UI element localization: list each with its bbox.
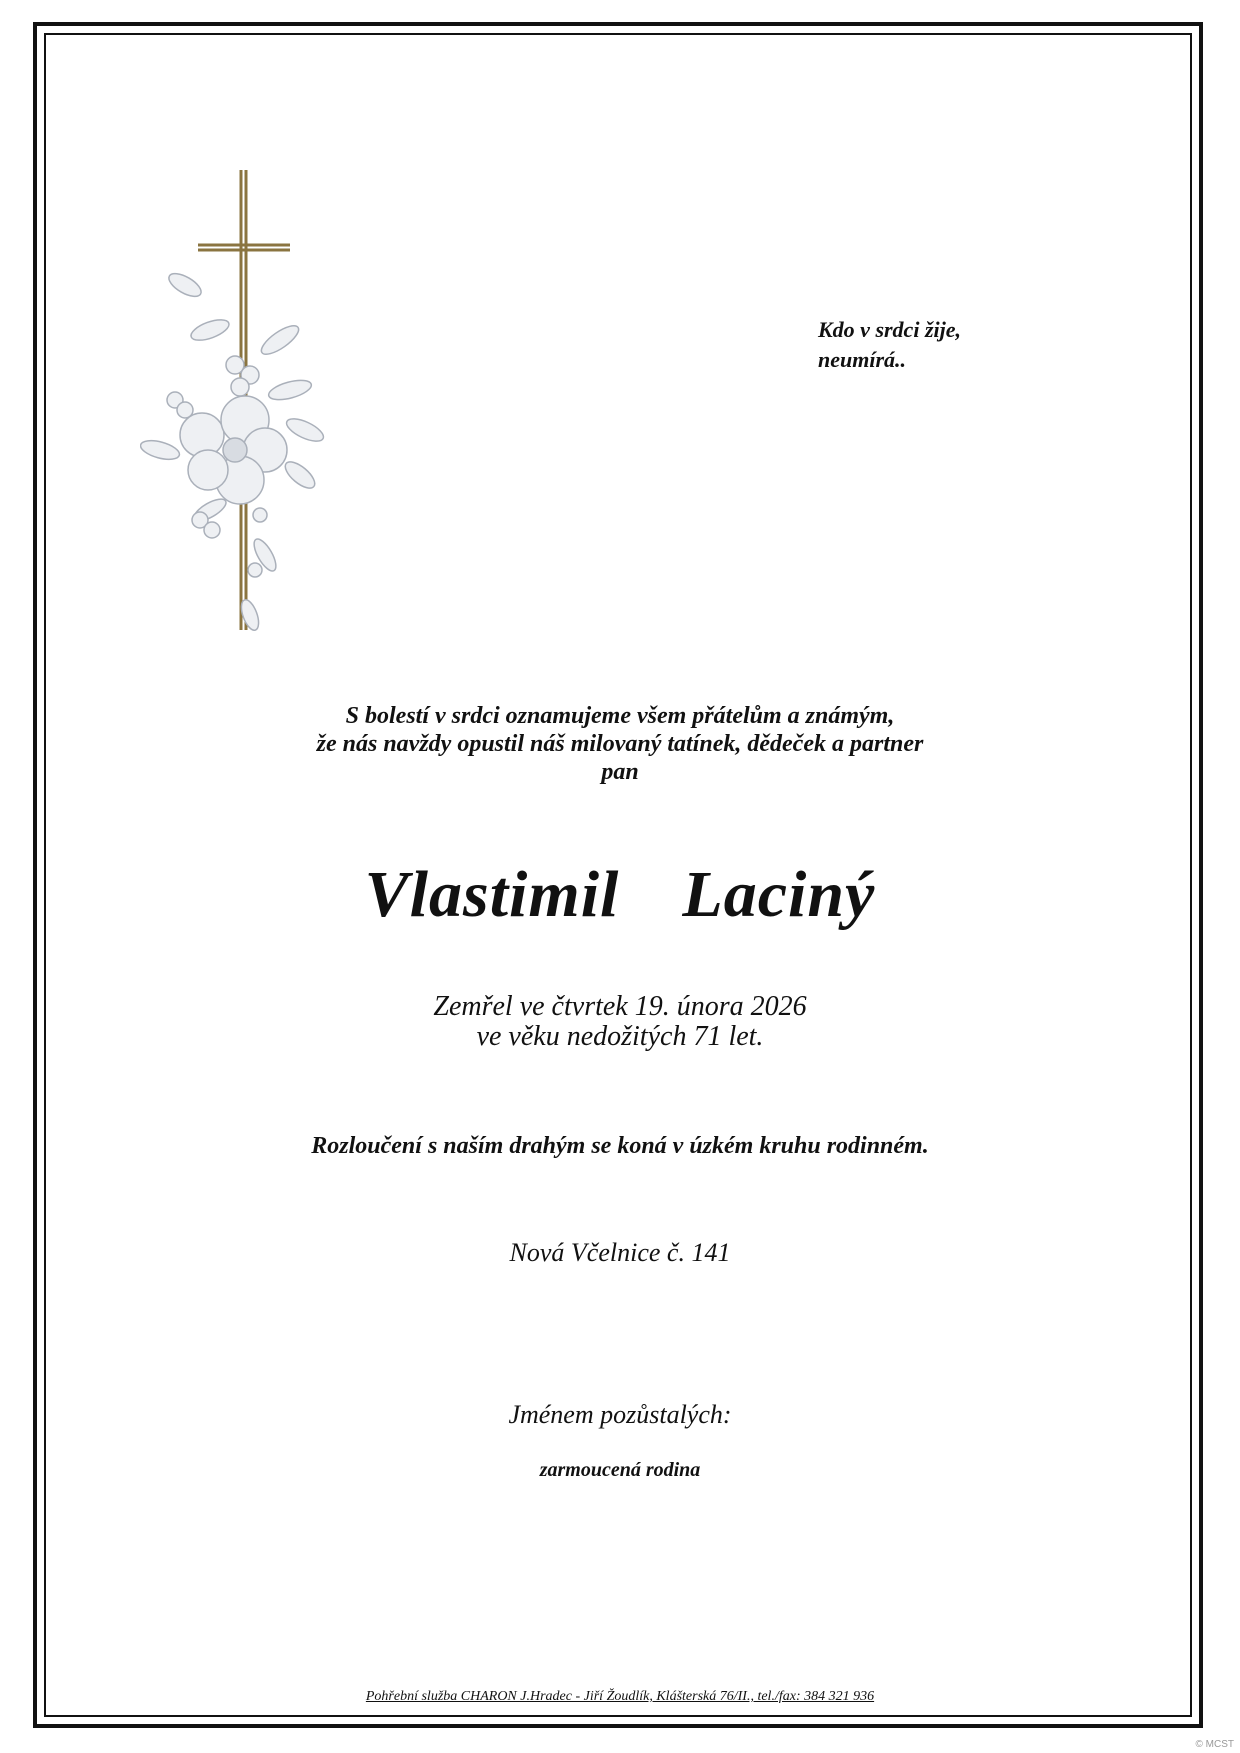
motto-line-2: neumírá.. — [818, 347, 907, 372]
funeral-service-footer — [0, 1688, 1240, 1706]
death-info-line-2: ve věku nedožitých 71 let. — [476, 1021, 764, 1052]
family-signature: zarmoucená rodina — [539, 1459, 701, 1481]
farewell-notice: Rozloučení s naším drahým se koná v úzkém kruhu rodinném. — [311, 1133, 929, 1159]
signoff: Jménem pozůstalých: — [508, 1400, 732, 1429]
announcement-line-2: že nás navždy opustil náš milovaný tatínek, dědeček a partner — [316, 731, 924, 757]
flowers-icon — [140, 269, 327, 632]
deceased-name: Vlastimil Laciný — [364, 858, 876, 931]
motto — [818, 315, 1048, 375]
watermark: © MCST — [1195, 1739, 1234, 1750]
announcement-line-3: pan — [601, 759, 639, 785]
announcement-line-1: S bolestí v srdci oznamujeme všem přátelům a známým, — [345, 703, 895, 729]
address: Nová Včelnice č. 141 — [509, 1238, 731, 1267]
death-info — [0, 992, 1240, 1052]
motto-line-1: Kdo v srdci žije, — [818, 317, 961, 342]
footer-text: Pohřební služba CHARON J.Hradec - Jiří Žoudlík, Klášterská 76/II., tel./fax: 384 321 936 — [365, 1689, 875, 1704]
death-info-line-1: Zemřel ve čtvrtek 19. února 2026 — [433, 991, 807, 1022]
cross-with-flowers-icon — [140, 165, 340, 655]
announcement — [0, 702, 1240, 786]
